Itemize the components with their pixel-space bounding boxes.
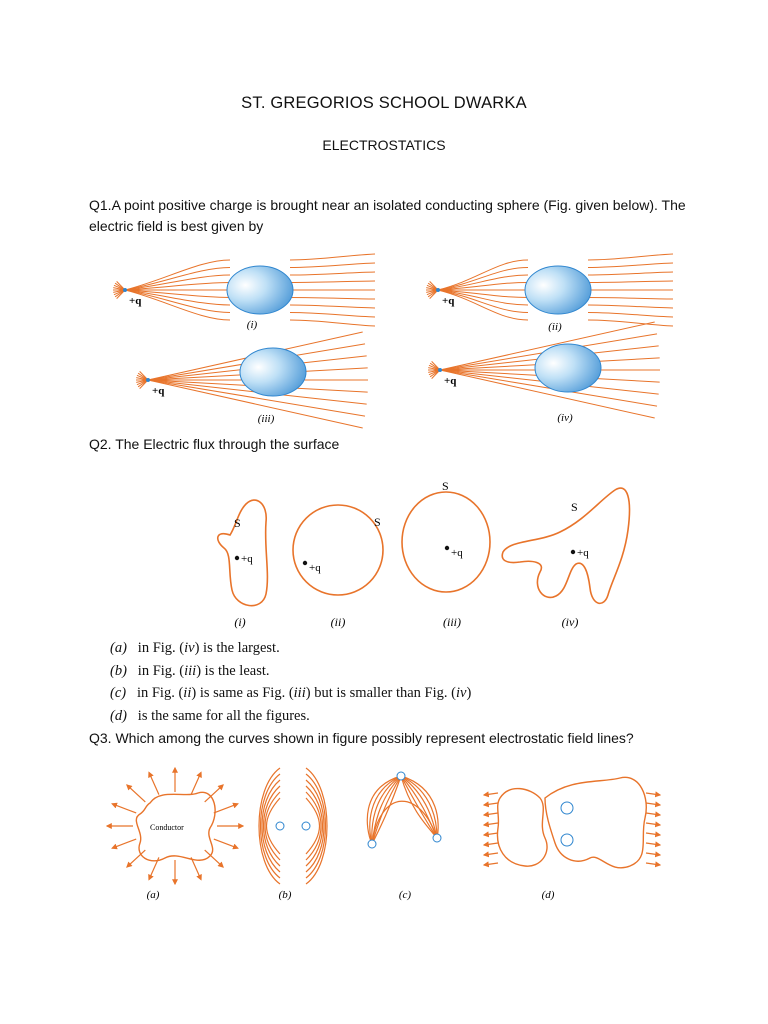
q1-fig-label-iv: (iv) [557, 412, 573, 424]
q3-figure [0, 758, 768, 908]
q2-surface-iv [502, 488, 629, 603]
topic-heading: ELECTROSTATICS [322, 137, 446, 153]
q1-sphere-3 [240, 348, 306, 396]
q1-sphere-4 [535, 344, 601, 392]
q3-panel-b [259, 768, 327, 884]
q3-conductor-label: Conductor [150, 823, 184, 832]
q2-charge-iv: +q [577, 547, 589, 559]
q3-panel-c [367, 776, 438, 844]
question-2-text: Q2. The Electric flux through the surface [89, 436, 340, 452]
q2-charge-iii: +q [451, 547, 463, 559]
q2-fig-label-iii: (iii) [443, 615, 461, 629]
q2-option-b: (b) in Fig. (iii) is the least. [110, 662, 270, 679]
q1-figure [0, 250, 768, 430]
question-3-text: Q3. Which among the curves shown in figure possibly represent electrostatic field lines? [89, 730, 634, 746]
q3-fig-label-c: (c) [398, 889, 412, 901]
q3-fig-label-b: (b) [278, 889, 292, 901]
q2-options [110, 637, 471, 727]
q1-sphere-1 [227, 266, 293, 314]
q2-fig-label-i: (i) [234, 615, 246, 629]
q2-option-c: (c) in Fig. (ii) is same as Fig. (iii) but is smaller than Fig. (iv) [110, 685, 472, 701]
q2-figure [0, 470, 768, 635]
q2-surface-label-i: S [234, 516, 241, 530]
school-title: ST. GREGORIOS SCHOOL DWARKA [241, 94, 527, 112]
q1-charge-label-1: +q [129, 295, 142, 307]
question-1-text: Q1.A point positive charge is brought near an isolated conducting sphere (Fig. given below). The electric field is best given by [89, 197, 686, 234]
q2-option-a: (a) in Fig. (iv) is the largest. [110, 640, 280, 656]
q3-fig-label-a: (a) [146, 889, 160, 901]
q3-fig-label-d: (d) [541, 889, 555, 901]
q1-fig-label-i: (i) [246, 319, 258, 331]
q1-charge-label-4: +q [444, 375, 457, 387]
q2-fig-label-iv: (iv) [561, 615, 579, 629]
q1-charge-label-3: +q [152, 385, 165, 397]
q2-surface-label-iii: S [442, 479, 449, 493]
q2-fig-label-ii: (ii) [330, 615, 346, 629]
q1-sphere-2 [525, 266, 591, 314]
q1-fig-label-ii: (ii) [548, 321, 562, 333]
q2-surface-ii [293, 505, 383, 595]
q3-panel-d [484, 777, 660, 867]
q1-fig-label-iii: (iii) [257, 413, 275, 425]
q2-charge-ii: +q [309, 562, 321, 574]
q2-charge-i: +q [241, 553, 253, 565]
q1-charge-label-2: +q [442, 295, 455, 307]
q2-surface-iii [402, 492, 490, 592]
q2-surface-label-iv: S [571, 500, 578, 514]
q2-surface-label-ii: S [374, 515, 381, 529]
q2-option-d: (d) is the same for all the figures. [110, 707, 310, 724]
